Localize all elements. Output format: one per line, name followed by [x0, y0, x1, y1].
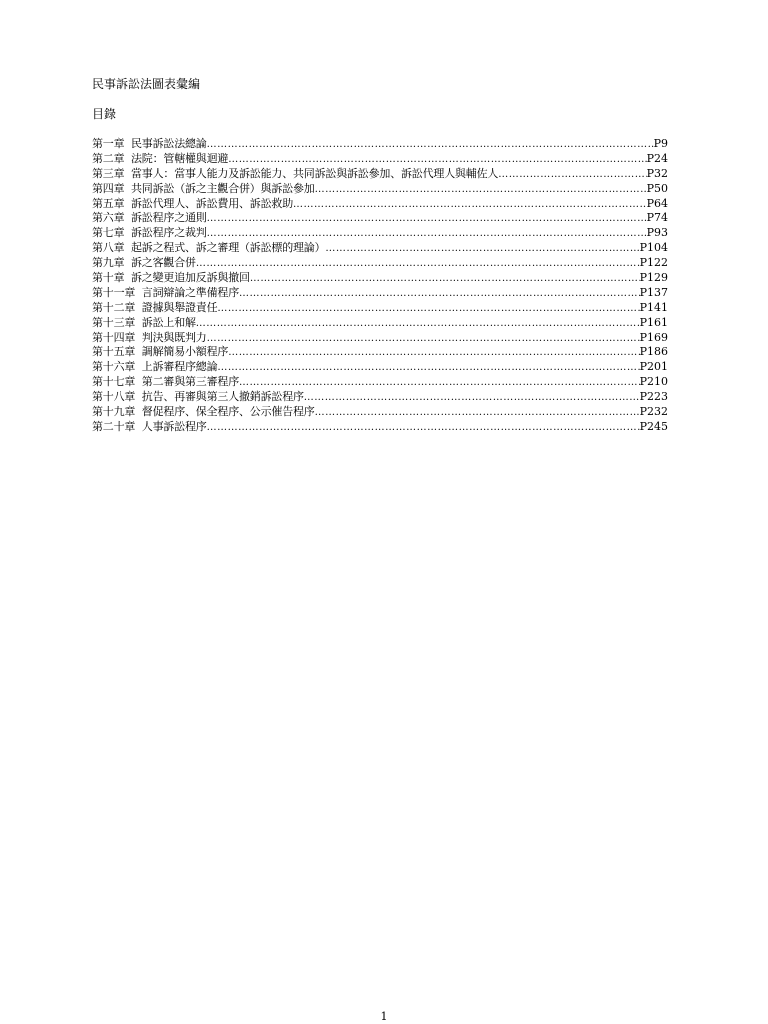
toc-chapter-number: 第十六章 [92, 360, 136, 374]
toc-chapter-title: 人事訴訟程序 [141, 419, 207, 433]
toc-entry-14 [92, 331, 668, 346]
toc-page-number: P64 [646, 196, 668, 210]
toc-page-number: P74 [646, 211, 668, 225]
toc-chapter-number: 第六章 [92, 211, 125, 225]
toc-page-number: P201 [639, 360, 668, 374]
toc-chapter-number: 第十二章 [92, 300, 136, 314]
toc-chapter-number: 第九章 [92, 256, 125, 270]
toc-chapter-number: 第五章 [92, 196, 125, 210]
toc-chapter-title: 民事訴訟法總論 [131, 137, 207, 150]
toc-chapter-title: 言詞辯論之準備程序 [141, 285, 239, 299]
toc-page-number: P161 [639, 315, 668, 329]
toc-dot-leader [250, 272, 640, 286]
toc-page-number: P104 [639, 241, 668, 255]
toc-chapter-number: 第四章 [92, 181, 125, 195]
toc-entry-6 [92, 211, 668, 226]
page-number: 1 [380, 1010, 388, 1023]
toc-dot-leader [207, 332, 640, 346]
toc-chapter-title: 第二審與第三審程序 [141, 375, 239, 389]
toc-chapter-number: 第三章 [92, 166, 125, 180]
toc-chapter-title: 起訴之程式、訴之審理（訴訟標的理論） [131, 241, 326, 255]
toc-chapter-title: 共同訴訟（訴之主觀合併）與訴訟參加 [131, 181, 315, 195]
toc-page-number: P210 [639, 375, 668, 389]
toc-dot-leader [207, 212, 647, 226]
toc-page-number: P186 [639, 345, 668, 359]
toc-entry-11 [92, 286, 668, 301]
toc-chapter-number: 第十八章 [92, 390, 136, 404]
toc-dot-leader [293, 198, 647, 212]
toc-chapter-title: 督促程序、保全程序、公示催告程序 [141, 405, 315, 419]
toc-entry-13 [92, 316, 668, 331]
toc-dot-leader [217, 302, 639, 316]
toc-entry-20 [92, 420, 668, 435]
toc-dot-leader [196, 317, 640, 331]
toc-page-number: P232 [639, 405, 668, 419]
toc-dot-leader [498, 168, 646, 182]
toc-chapter-number: 第十章 [92, 271, 125, 285]
toc-entry-8 [92, 241, 668, 256]
toc-dot-leader [325, 242, 639, 256]
toc-page-number: P122 [639, 256, 668, 270]
toc-chapter-title: 訴訟程序之裁判 [131, 226, 207, 240]
toc-entry-7 [92, 226, 668, 241]
toc-page-number: P137 [639, 285, 668, 299]
toc-entry-3 [92, 167, 668, 182]
toc-entry-18 [92, 390, 668, 405]
toc-entry-17 [92, 375, 668, 390]
toc-chapter-title: 訴訟程序之通則 [131, 211, 207, 225]
toc-chapter-title: 訴訟上和解 [141, 315, 196, 329]
toc-dot-leader [239, 376, 640, 390]
toc-chapter-title: 調解簡易小額程序 [141, 345, 229, 359]
toc-chapter-number: 第十五章 [92, 345, 136, 359]
toc-chapter-number: 第十九章 [92, 405, 136, 419]
toc-dot-leader [207, 227, 647, 241]
toc-chapter-number: 第七章 [92, 226, 125, 240]
toc-page-number: P50 [646, 181, 668, 195]
toc-page-number: P32 [646, 166, 668, 180]
toc-chapter-title: 當事人：當事人能力及訴訟能力、共同訴訟與訴訟參加、訴訟代理人與輔佐人 [131, 166, 499, 180]
toc-dot-leader [228, 153, 646, 167]
toc-dot-leader [315, 183, 647, 197]
toc-chapter-number: 第十四章 [92, 330, 136, 344]
toc-dot-leader [315, 406, 640, 420]
toc-dot-leader [207, 138, 654, 152]
toc-chapter-title: 判決與既判力 [141, 330, 207, 344]
toc-entry-19 [92, 405, 668, 420]
toc-chapter-title: 訴之變更追加反訴與撤回 [131, 271, 250, 285]
toc-chapter-title: 上訴審程序總論 [141, 360, 218, 374]
toc-chapter-title: 證據與舉證責任 [141, 300, 218, 314]
toc-entry-9 [92, 256, 668, 271]
toc-chapter-number: 第二章 [92, 151, 125, 165]
toc-page-number: P245 [639, 419, 668, 433]
toc-chapter-number: 第十七章 [92, 375, 136, 389]
toc-page-number: P9 [653, 137, 668, 150]
toc-entry-2 [92, 152, 668, 167]
toc-entry-10 [92, 271, 668, 286]
toc-entry-5 [92, 197, 668, 212]
toc-entry-15 [92, 345, 668, 360]
toc-heading: 目錄 [92, 107, 117, 121]
toc-entry-16 [92, 360, 668, 375]
toc-entry-4 [92, 182, 668, 197]
toc-chapter-number: 第一章 [92, 137, 125, 150]
toc-chapter-title: 抗告、再審與第三人撤銷訴訟程序 [141, 390, 304, 404]
toc-page-number: P24 [646, 151, 668, 165]
toc-dot-leader [304, 391, 640, 405]
toc-chapter-title: 訴訟代理人、訴訟費用、訴訟救助 [131, 196, 293, 210]
toc-entry-1 [92, 137, 668, 152]
table-of-contents [92, 137, 668, 435]
toc-dot-leader [239, 287, 640, 301]
toc-page-number: P129 [639, 271, 668, 285]
toc-dot-leader [207, 421, 640, 435]
toc-chapter-title: 法院：管轄權與迴避 [131, 151, 229, 165]
document-title: 民事訴訟法圖表彙編 [92, 77, 201, 91]
toc-page-number: P141 [639, 300, 668, 314]
toc-page-number: P169 [639, 330, 668, 344]
toc-page-number: P223 [639, 390, 668, 404]
toc-chapter-number: 第二十章 [92, 419, 136, 433]
toc-chapter-number: 第八章 [92, 241, 125, 255]
toc-dot-leader [228, 346, 639, 360]
toc-page-number: P93 [646, 226, 668, 240]
toc-entry-12 [92, 301, 668, 316]
toc-dot-leader [217, 361, 639, 375]
toc-chapter-number: 第十三章 [92, 315, 136, 329]
toc-chapter-number: 第十一章 [92, 285, 136, 299]
toc-chapter-title: 訴之客觀合併 [131, 256, 196, 270]
toc-dot-leader [196, 257, 640, 271]
